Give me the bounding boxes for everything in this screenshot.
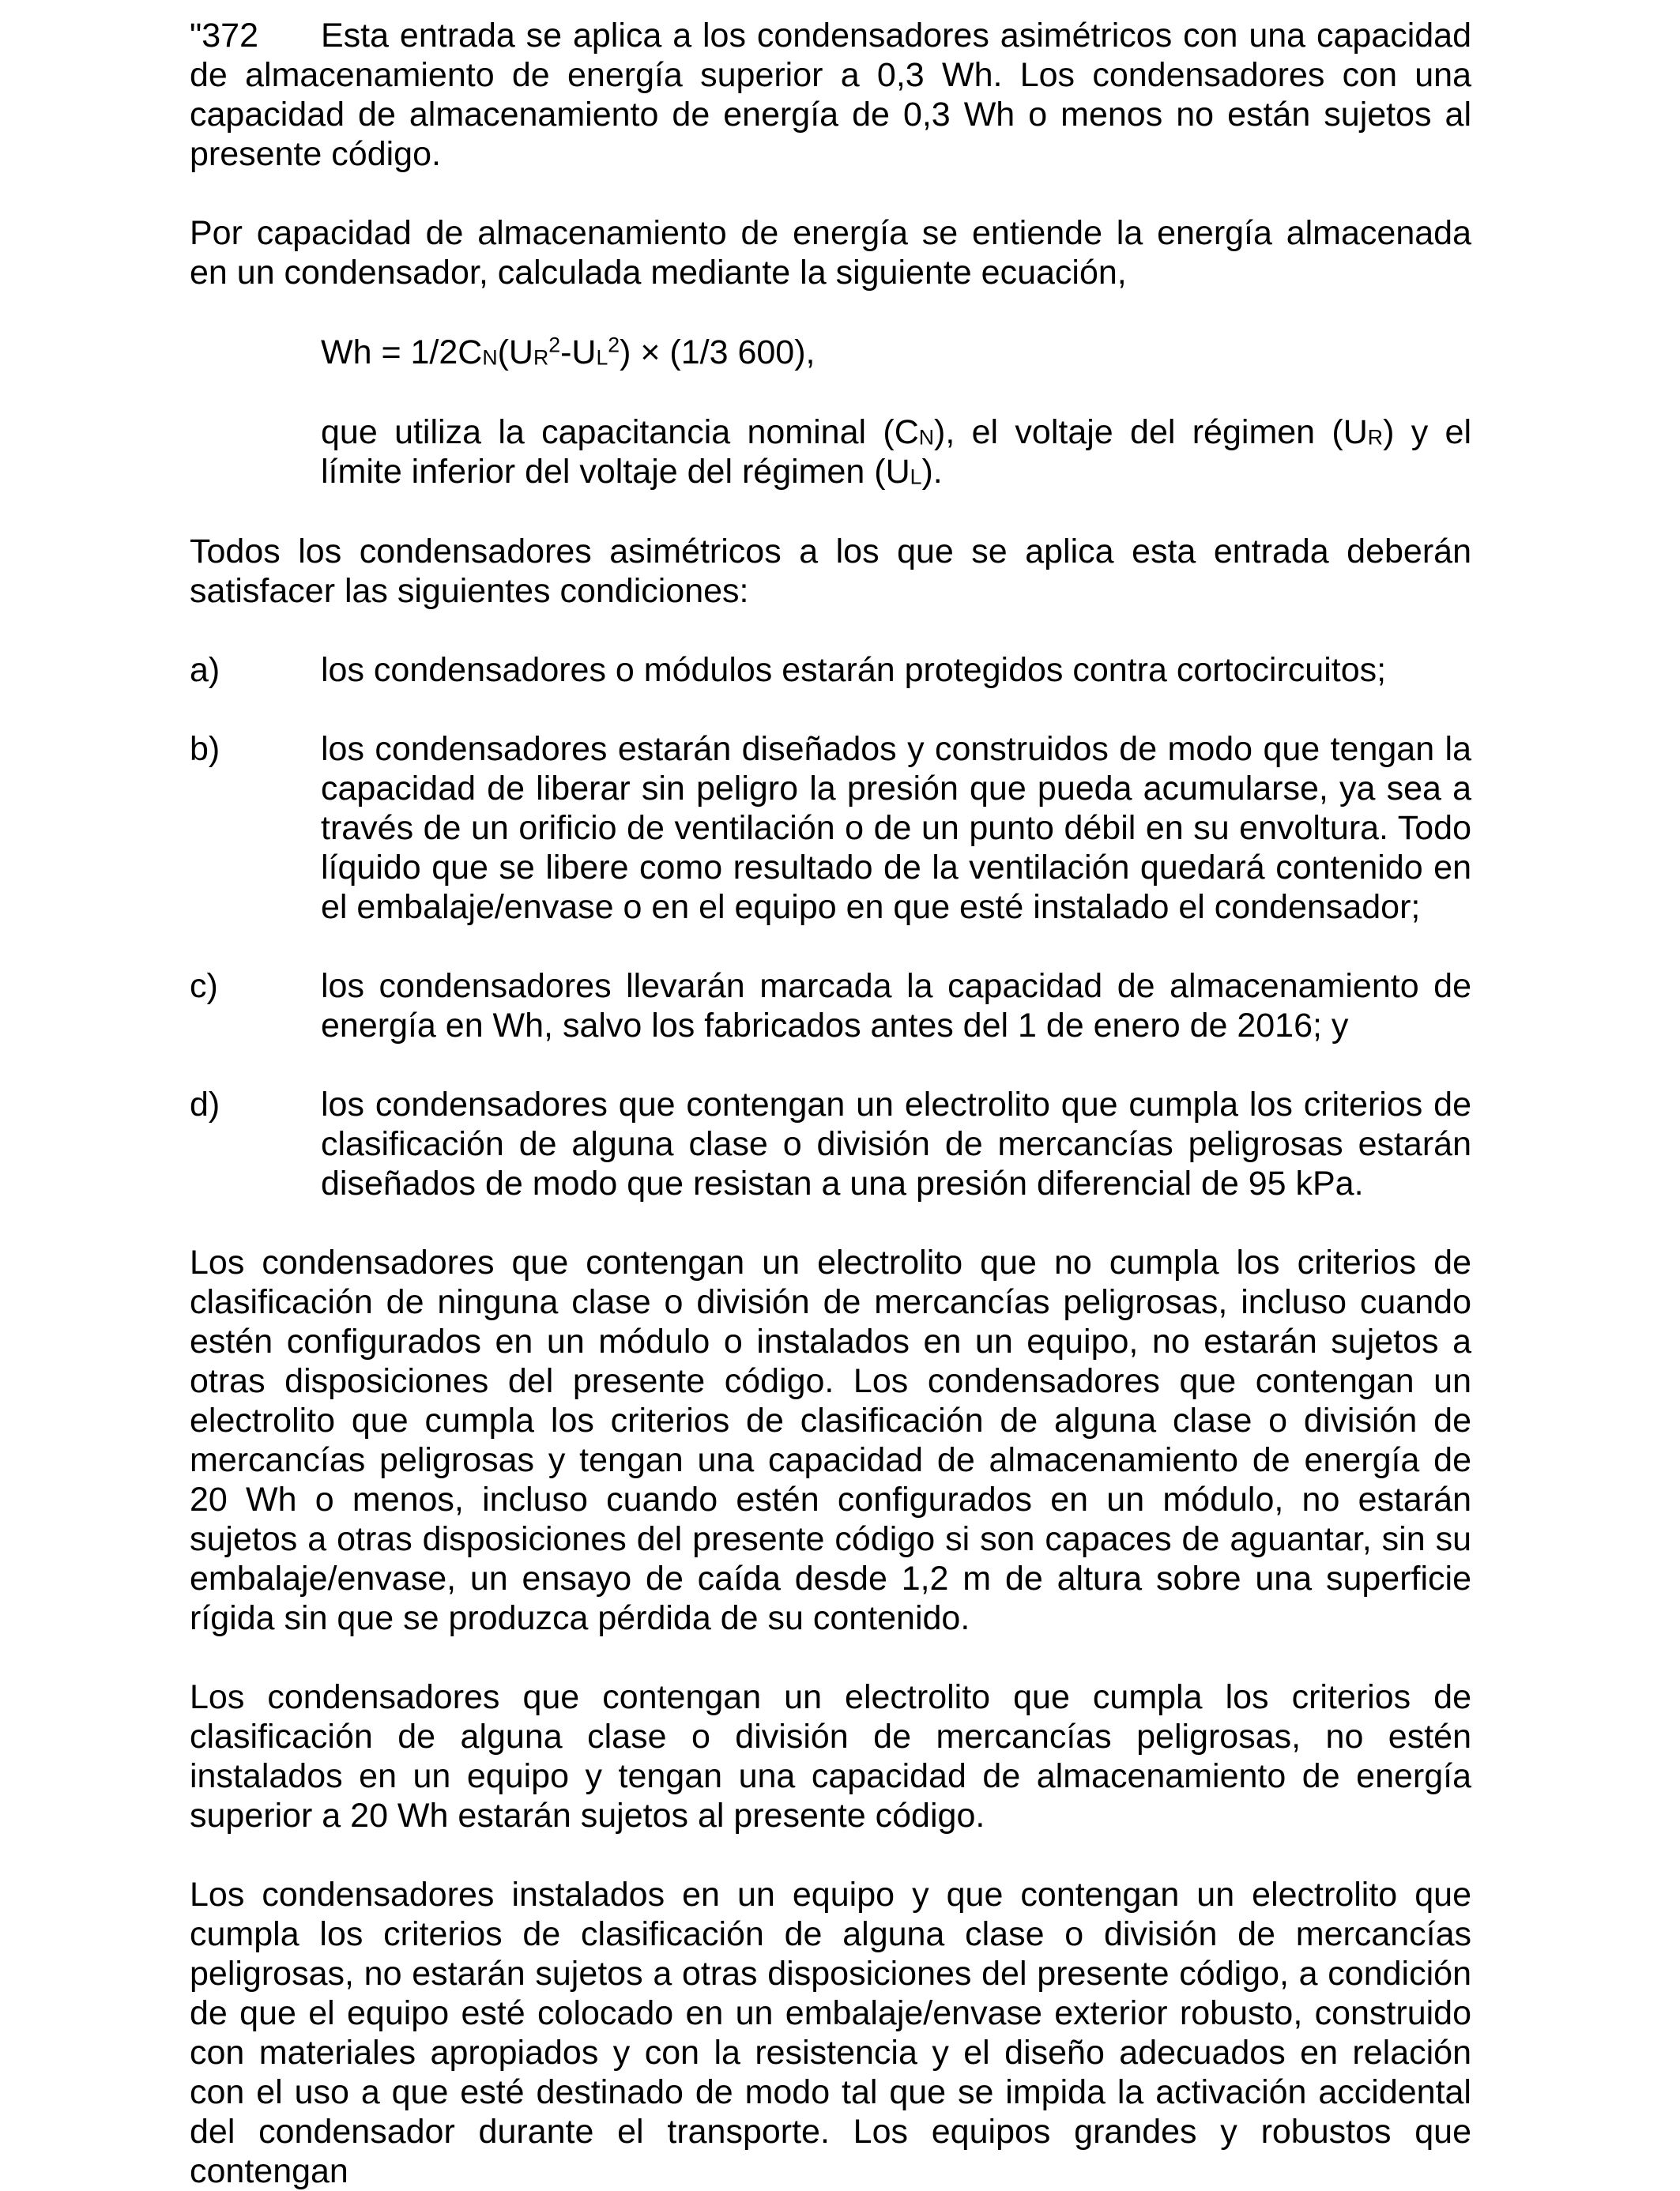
condition-text: los condensadores o módulos estarán protegidos contra cortocircuitos;	[321, 651, 1387, 689]
energy-formula: $Wh = 1/2C_N(U_R^2-U_L^2) \times (1/3$ 600),	[321, 333, 816, 371]
condition-item	[190, 729, 1471, 927]
condition-item	[190, 1085, 1471, 1203]
entry-intro-text: Esta entrada se aplica a los condensadores asimétricos con una capacidad de almacenamiento de energía superior a 0,3 Wh. Los condensadores con una capacidad de almacenamiento de energía de 0,3 Wh o menos no están sujetos al presente código.	[190, 17, 1471, 173]
definition-paragraph: Por capacidad de almacenamiento de energía se entiende la energía almacenada en un condensador, calculada mediante la siguiente ecuación,	[190, 214, 1471, 292]
condition-text: los condensadores que contengan un electrolito que cumpla los criterios de clasificación de alguna clase o división de mercancías peligrosas estarán diseñados de modo que resistan a una presión diferencial de 95 kPa.	[321, 1086, 1471, 1203]
condition-label: d)	[190, 1086, 220, 1124]
condition-label: b)	[190, 730, 220, 768]
condition-label: c)	[190, 967, 218, 1005]
body-paragraph: Los condensadores que contengan un electrolito que cumpla los criterios de clasificación de alguna clase o división de mercancías peligrosas, no estén instalados en un equipo y tengan una capacidad de almacenamiento de energía superior a 20 Wh estarán sujetos al presente código.	[190, 1678, 1471, 1835]
condition-text: los condensadores llevarán marcada la capacidad de almacenamiento de energía en Wh, salvo los fabricados antes del 1 de enero de 2016; y	[321, 967, 1471, 1045]
entry-intro-paragraph	[190, 16, 1471, 174]
conditions-intro: Todos los condensadores asimétricos a los que se aplica esta entrada deberán satisfacer las siguientes condiciones:	[190, 533, 1471, 610]
body-paragraph: Los condensadores que contengan un electrolito que no cumpla los criterios de clasificación de ninguna clase o división de mercancías peligrosas, incluso cuando estén configurados en un módulo o instalados en un equipo, no estarán sujetos a otras disposiciones del presente código. Los condensadores que contengan un electrolito que cumpla los criterios de clasificación de alguna clase o división de mercancías peligrosas y tengan una capacidad de almacenamiento de energía de 20 Wh o menos, incluso cuando estén configurados en un módulo, no estarán sujetos a otras disposiciones del presente código si son capaces de aguantar, sin su embalaje/envase, un ensayo de caída desde 1,2 m de altura sobre una superficie rígida sin que se produzca pérdida de su contenido.	[190, 1244, 1471, 1637]
formula-explanation: que utiliza la capacitancia nominal $(C_N)$, el voltaje del régimen $(U_R)$ y el límite inferior del voltaje del régimen $(U_L)$.	[321, 413, 1471, 491]
body-paragraph: Los condensadores instalados en un equipo y que contengan un electrolito que cumpla los criterios de clasificación de alguna clase o división de mercancías peligrosas, no estarán sujetos a otras disposiciones del presente código, a condición de que el equipo esté colocado en un embalaje/envase exterior robusto, construido con materiales apropiados y con la resistencia y el diseño adecuados en relación con el uso a que esté destinado de modo tal que se impida la activación accidental del condensador durante el transporte. Los equipos grandes y robustos que contengan	[190, 1876, 1471, 2190]
document-page	[190, 16, 1471, 2191]
entry-number: "372	[190, 17, 259, 55]
condition-item	[190, 966, 1471, 1045]
condition-item	[190, 650, 1471, 690]
condition-text: los condensadores estarán diseñados y construidos de modo que tengan la capacidad de liberar sin peligro la presión que pueda acumularse, ya sea a través de un orificio de ventilación o de un punto débil en su envoltura. Todo líquido que se libere como resultado de la ventilación quedará contenido en el embalaje/envase o en el equipo en que esté instalado el condensador;	[321, 730, 1471, 926]
condition-label: a)	[190, 651, 220, 689]
